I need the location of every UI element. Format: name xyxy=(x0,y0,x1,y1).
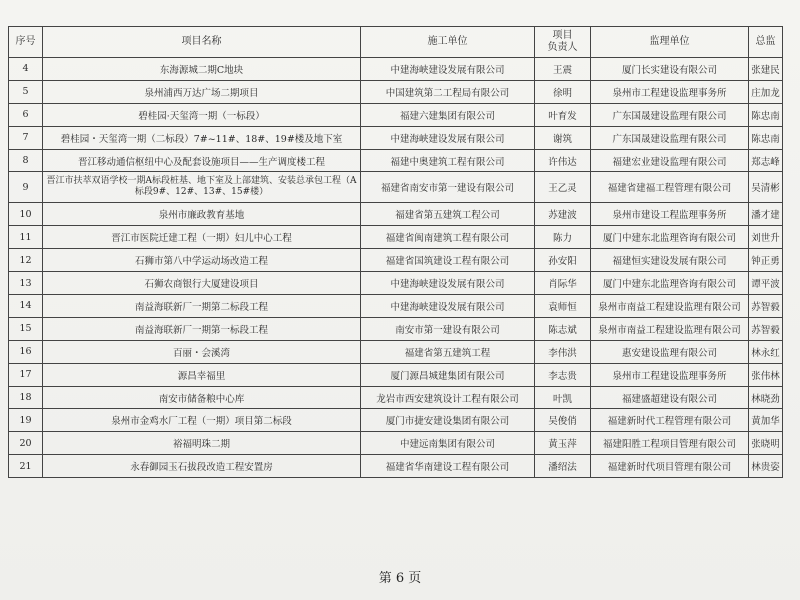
cell-chief: 苏智毅 xyxy=(749,317,783,340)
cell-chief: 陈忠南 xyxy=(749,126,783,149)
table-row xyxy=(9,272,783,295)
table-row xyxy=(9,103,783,126)
cell-seq: 20 xyxy=(9,432,43,455)
cell-seq: 19 xyxy=(9,409,43,432)
cell-project: 泉州市金鸡水厂工程（一期）项目第二标段 xyxy=(43,409,361,432)
cell-manager: 许伟达 xyxy=(535,149,591,172)
cell-contractor: 厦门源昌城建集团有限公司 xyxy=(361,363,535,386)
cell-supervisor: 泉州市南益工程建设监理有限公司 xyxy=(591,295,749,318)
cell-seq: 4 xyxy=(9,58,43,81)
cell-chief: 林永红 xyxy=(749,340,783,363)
table-row xyxy=(9,409,783,432)
cell-supervisor: 福建阳胜工程项目管理有限公司 xyxy=(591,432,749,455)
cell-manager: 谢筑 xyxy=(535,126,591,149)
cell-seq: 11 xyxy=(9,226,43,249)
cell-seq: 21 xyxy=(9,455,43,478)
cell-contractor: 福建中奥建筑工程有限公司 xyxy=(361,149,535,172)
header-project: 项目名称 xyxy=(43,27,361,58)
cell-chief: 张建民 xyxy=(749,58,783,81)
cell-seq: 18 xyxy=(9,386,43,409)
cell-contractor: 中建海峡建设发展有限公司 xyxy=(361,272,535,295)
cell-project: 泉州市廉政教育基地 xyxy=(43,203,361,226)
cell-project: 源昌幸福里 xyxy=(43,363,361,386)
table-row xyxy=(9,295,783,318)
cell-chief: 郑志峰 xyxy=(749,149,783,172)
cell-supervisor: 广东国晟建设监理有限公司 xyxy=(591,126,749,149)
cell-supervisor: 福建恒实建设发展有限公司 xyxy=(591,249,749,272)
cell-project: 东海源城二期C地块 xyxy=(43,58,361,81)
cell-supervisor: 福建新时代项目管理有限公司 xyxy=(591,455,749,478)
cell-project: 碧桂园·天玺湾一期（一标段） xyxy=(43,103,361,126)
page-number: 第 6 页 xyxy=(378,571,422,586)
cell-project: 裕福明珠二期 xyxy=(43,432,361,455)
cell-supervisor: 厦门中建东北监理咨询有限公司 xyxy=(591,226,749,249)
cell-seq: 7 xyxy=(9,126,43,149)
cell-supervisor: 泉州市工程建设监理事务所 xyxy=(591,363,749,386)
cell-project: 南益海联新厂一期第二标段工程 xyxy=(43,295,361,318)
cell-seq: 10 xyxy=(9,203,43,226)
table-body xyxy=(9,58,783,478)
cell-contractor: 福建省第五建筑工程公司 xyxy=(361,203,535,226)
cell-supervisor: 福建新时代工程管理有限公司 xyxy=(591,409,749,432)
header-chief: 总监 xyxy=(749,27,783,58)
cell-supervisor: 广东国晟建设监理有限公司 xyxy=(591,103,749,126)
cell-project: 晋江移动通信枢纽中心及配套设施项目——生产调度楼工程 xyxy=(43,149,361,172)
cell-seq: 12 xyxy=(9,249,43,272)
table-row xyxy=(9,226,783,249)
cell-chief: 吴清彬 xyxy=(749,172,783,203)
cell-contractor: 厦门市捷安建设集团有限公司 xyxy=(361,409,535,432)
header-manager: 项目 负责人 xyxy=(535,27,591,58)
cell-project: 泉州浦西万达广场二期项目 xyxy=(43,80,361,103)
cell-seq: 8 xyxy=(9,149,43,172)
cell-manager: 肖际华 xyxy=(535,272,591,295)
table-row xyxy=(9,58,783,81)
table-row xyxy=(9,149,783,172)
table-row xyxy=(9,386,783,409)
cell-chief: 谭平波 xyxy=(749,272,783,295)
cell-supervisor: 福建盛超建设有限公司 xyxy=(591,386,749,409)
cell-chief: 林晓劲 xyxy=(749,386,783,409)
cell-seq: 6 xyxy=(9,103,43,126)
cell-project: 晋江市医院迁建工程（一期）妇儿中心工程 xyxy=(43,226,361,249)
table-row xyxy=(9,363,783,386)
cell-contractor: 福建省南安市第一建设有限公司 xyxy=(361,172,535,203)
cell-project: 石狮农商银行大厦建设项目 xyxy=(43,272,361,295)
header-supervisor: 监理单位 xyxy=(591,27,749,58)
cell-manager: 陈力 xyxy=(535,226,591,249)
cell-seq: 15 xyxy=(9,317,43,340)
cell-seq: 5 xyxy=(9,80,43,103)
cell-manager: 王乙灵 xyxy=(535,172,591,203)
cell-manager: 叶育发 xyxy=(535,103,591,126)
table-row xyxy=(9,249,783,272)
cell-chief: 潘才建 xyxy=(749,203,783,226)
cell-supervisor: 福建省建福工程管理有限公司 xyxy=(591,172,749,203)
cell-chief: 庄加龙 xyxy=(749,80,783,103)
table-row xyxy=(9,203,783,226)
cell-manager: 徐明 xyxy=(535,80,591,103)
cell-contractor: 中建远南集团有限公司 xyxy=(361,432,535,455)
cell-manager: 叶凯 xyxy=(535,386,591,409)
cell-project: 晋江市扶萃双语学校一期A标段桩基、地下室及上部建筑、安装总承包工程（A标段9#、12#、13#、15#楼） xyxy=(43,172,361,203)
cell-seq: 13 xyxy=(9,272,43,295)
cell-seq: 9 xyxy=(9,172,43,203)
cell-contractor: 福建六建集团有限公司 xyxy=(361,103,535,126)
cell-chief: 张晓明 xyxy=(749,432,783,455)
cell-contractor: 福建省国筑建设工程有限公司 xyxy=(361,249,535,272)
cell-manager: 吴俊俏 xyxy=(535,409,591,432)
cell-project: 南益海联新厂一期第一标段工程 xyxy=(43,317,361,340)
cell-supervisor: 泉州市南益工程建设监理有限公司 xyxy=(591,317,749,340)
cell-chief: 钟正勇 xyxy=(749,249,783,272)
cell-contractor: 福建省第五建筑工程 xyxy=(361,340,535,363)
cell-contractor: 福建省华南建设工程有限公司 xyxy=(361,455,535,478)
cell-chief: 陈忠南 xyxy=(749,103,783,126)
cell-supervisor: 福建宏业建设监理有限公司 xyxy=(591,149,749,172)
cell-chief: 刘世升 xyxy=(749,226,783,249)
cell-supervisor: 厦门中建东北监理咨询有限公司 xyxy=(591,272,749,295)
cell-contractor: 福建省闽南建筑工程有限公司 xyxy=(361,226,535,249)
table-row xyxy=(9,340,783,363)
table-row xyxy=(9,317,783,340)
cell-project: 南安市储备粮中心库 xyxy=(43,386,361,409)
cell-supervisor: 厦门长实建设有限公司 xyxy=(591,58,749,81)
cell-supervisor: 惠安建设监理有限公司 xyxy=(591,340,749,363)
table-row xyxy=(9,432,783,455)
cell-manager: 李志贵 xyxy=(535,363,591,386)
cell-manager: 苏建波 xyxy=(535,203,591,226)
cell-manager: 黄玉萍 xyxy=(535,432,591,455)
cell-chief: 苏智毅 xyxy=(749,295,783,318)
cell-manager: 陈志斌 xyxy=(535,317,591,340)
cell-chief: 张伟林 xyxy=(749,363,783,386)
cell-manager: 李伟洪 xyxy=(535,340,591,363)
cell-chief: 黄加华 xyxy=(749,409,783,432)
header-seq: 序号 xyxy=(9,27,43,58)
cell-manager: 王震 xyxy=(535,58,591,81)
cell-project: 永春御园玉石拔段改造工程安置房 xyxy=(43,455,361,478)
cell-supervisor: 泉州市建设工程监理事务所 xyxy=(591,203,749,226)
project-table xyxy=(8,26,783,478)
cell-chief: 林贵姿 xyxy=(749,455,783,478)
cell-manager: 袁师恒 xyxy=(535,295,591,318)
cell-contractor: 中建海峡建设发展有限公司 xyxy=(361,126,535,149)
table-row xyxy=(9,172,783,203)
cell-seq: 17 xyxy=(9,363,43,386)
cell-project: 石狮市第八中学运动场改造工程 xyxy=(43,249,361,272)
cell-manager: 孙安阳 xyxy=(535,249,591,272)
table-row xyxy=(9,126,783,149)
cell-contractor: 中国建筑第二工程局有限公司 xyxy=(361,80,535,103)
cell-manager: 潘绍法 xyxy=(535,455,591,478)
cell-contractor: 中建海峡建设发展有限公司 xyxy=(361,295,535,318)
cell-seq: 16 xyxy=(9,340,43,363)
cell-supervisor: 泉州市工程建设监理事务所 xyxy=(591,80,749,103)
cell-project: 百丽・会溪湾 xyxy=(43,340,361,363)
cell-contractor: 龙岩市西安建筑设计工程有限公司 xyxy=(361,386,535,409)
table-row xyxy=(9,455,783,478)
cell-contractor: 南安市第一建设有限公司 xyxy=(361,317,535,340)
cell-contractor: 中建海峡建设发展有限公司 xyxy=(361,58,535,81)
cell-seq: 14 xyxy=(9,295,43,318)
table-row xyxy=(9,80,783,103)
cell-project: 碧桂园・天玺湾一期（二标段）7#~11#、18#、19#楼及地下室 xyxy=(43,126,361,149)
table-header xyxy=(9,27,783,58)
header-contractor: 施工单位 xyxy=(361,27,535,58)
